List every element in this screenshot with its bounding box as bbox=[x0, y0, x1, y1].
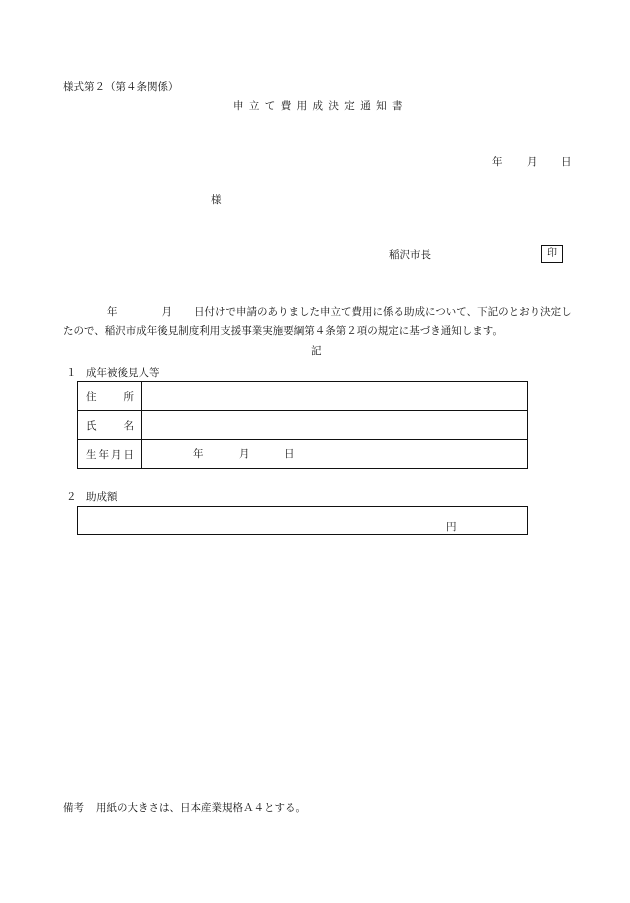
section-1-number: １ bbox=[66, 367, 77, 379]
section-2-number: ２ bbox=[66, 491, 77, 503]
birthdate-value-cell[interactable] bbox=[142, 440, 528, 469]
table-row bbox=[78, 440, 528, 469]
address-value-cell[interactable] bbox=[142, 382, 528, 411]
label-char: 生 bbox=[86, 448, 97, 461]
guardian-info-table bbox=[77, 381, 528, 469]
address-label-cell bbox=[78, 382, 142, 411]
section-1-title: 成年被後見人等 bbox=[86, 367, 160, 379]
remarks-text: 用紙の大きさは、日本産業規格Ａ４とする。 bbox=[96, 802, 306, 814]
body-text-rest: 日付けで申請のありました申立て費用に係る助成について、下記のとおり決定し bbox=[194, 306, 572, 318]
birth-month-label: 月 bbox=[239, 448, 250, 460]
body-year: 年 bbox=[107, 306, 118, 318]
section-2-title: 助成額 bbox=[86, 491, 118, 503]
body-text-line-1 bbox=[63, 307, 572, 318]
table-row bbox=[78, 382, 528, 411]
amount-field[interactable] bbox=[77, 506, 528, 535]
yen-unit: 円 bbox=[446, 521, 457, 533]
birthdate-label-cell bbox=[78, 440, 142, 469]
birth-day-label: 日 bbox=[284, 448, 295, 460]
remarks bbox=[63, 803, 306, 814]
form-number: 様式第２（第４条関係） bbox=[63, 81, 179, 93]
date-month-label: 月 bbox=[527, 156, 538, 168]
label-char: 住 bbox=[86, 390, 97, 403]
remarks-label: 備考 bbox=[63, 802, 84, 814]
section-2-heading bbox=[66, 492, 118, 503]
date-year-label: 年 bbox=[492, 156, 503, 168]
body-text-line-2: たので、稲沢市成年後見制度利用支援事業実施要綱第４条第２項の規定に基づき通知します。 bbox=[63, 325, 503, 337]
date-day-label: 日 bbox=[561, 156, 572, 168]
table-row bbox=[78, 411, 528, 440]
label-char: 年 bbox=[98, 448, 109, 461]
label-char: 名 bbox=[123, 419, 134, 432]
ki-marker: 記 bbox=[311, 345, 322, 357]
body-month: 月 bbox=[161, 306, 172, 318]
seal-box bbox=[541, 245, 563, 263]
addressee-honorific: 様 bbox=[211, 194, 222, 206]
document-title: 申立て費用成決定通知書 bbox=[233, 100, 408, 112]
name-value-cell[interactable] bbox=[142, 411, 528, 440]
name-label-cell bbox=[78, 411, 142, 440]
birth-year-label: 年 bbox=[193, 448, 204, 460]
seal-label: 印 bbox=[547, 248, 557, 259]
issuer-name: 稲沢市長 bbox=[389, 249, 431, 261]
section-1-heading bbox=[66, 368, 160, 379]
label-char: 月 bbox=[111, 448, 122, 461]
label-char: 氏 bbox=[86, 419, 97, 432]
label-char: 所 bbox=[123, 390, 134, 403]
label-char: 日 bbox=[123, 448, 134, 461]
